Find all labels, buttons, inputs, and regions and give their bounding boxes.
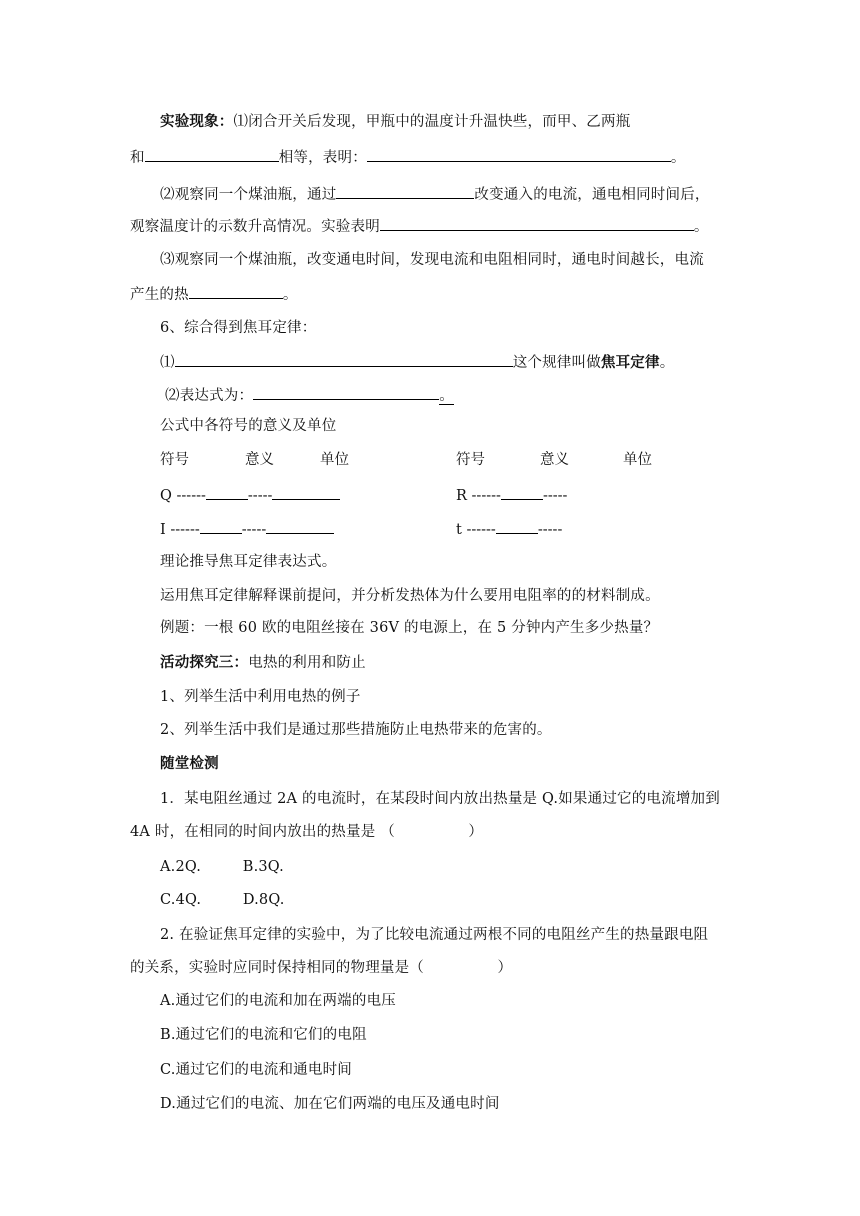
question-2-line-2: 的关系，实验时应同时保持相同的物理量是（ ） xyxy=(130,960,513,976)
fill-blank xyxy=(336,183,474,199)
header-symbol-right: 符号 xyxy=(456,452,485,468)
dash-leader: ----- xyxy=(542,488,568,504)
text-fragment: 产生的热 xyxy=(130,287,189,303)
symbol-letter: t xyxy=(456,522,462,538)
fill-blank xyxy=(175,351,513,367)
fill-blank xyxy=(501,484,543,500)
header-unit-right: 单位 xyxy=(623,452,652,468)
dash-leader: ------ xyxy=(471,488,501,504)
fill-blank xyxy=(253,384,439,400)
option-c: C.4Q. xyxy=(160,892,202,908)
text-fragment: ⑴ xyxy=(160,355,175,371)
option-d: D.8Q. xyxy=(242,892,285,908)
example-paragraph: 例题：一根 60 欧的电阻丝接在 36V 的电源上，在 5 分钟内产生多少热量？ xyxy=(160,620,659,636)
question-1-line-2: 4A 时，在相同的时间内放出的热量是 （ ） xyxy=(130,824,484,840)
fill-blank xyxy=(206,484,248,500)
observation-3-line-2 xyxy=(130,283,298,305)
header-meaning-left: 意义 xyxy=(245,452,274,468)
dash-leader: ------ xyxy=(170,522,200,538)
question-1-options-row-1 xyxy=(160,857,284,877)
dash-leader: ----- xyxy=(241,522,267,538)
text-fragment: 观察温度计的示数升高情况。实验表明 xyxy=(130,219,380,235)
text-fragment: 。 xyxy=(282,287,298,303)
text-fragment: 和 xyxy=(130,150,145,166)
text-fragment: 6、综合得到焦耳定律： xyxy=(160,320,317,336)
symbol-letter: R xyxy=(456,488,467,504)
section-6-title xyxy=(160,318,316,338)
question-2-option-d: D.通过它们的电流、加在它们两端的电压及通电时间 xyxy=(160,1096,500,1112)
fill-blank xyxy=(145,146,279,162)
text-fragment: 这个规律叫做 xyxy=(512,355,601,371)
observation-2-line-1 xyxy=(160,183,710,205)
fill-blank xyxy=(189,283,283,299)
observation-2-line-2 xyxy=(130,215,709,237)
question-1-line-1: 1．某电阻丝通过 2A 的电流时，在某段时间内放出热量是 Q.如果通过它的电流增加到 xyxy=(160,791,720,807)
text-fragment: 。 xyxy=(693,219,709,235)
phenomenon-text: ⑴闭合开关后发现，甲瓶中的温度计升温快些，而甲、乙两瓶 xyxy=(233,114,631,130)
dash-leader: ------ xyxy=(176,488,206,504)
fill-blank xyxy=(272,484,340,500)
text-fragment: 相等，表明： xyxy=(278,150,367,166)
activity-3-title xyxy=(160,653,366,673)
apply-paragraph: 运用焦耳定律解释课前提问，并分析发热体为什么要用电阻率的的材料制成。 xyxy=(160,588,660,604)
activity-3-item-1: 1、列举生活中利用电热的例子 xyxy=(160,689,361,705)
fill-blank xyxy=(266,518,334,534)
phenomenon-label: 实验现象： xyxy=(160,113,234,130)
question-1-options-row-2 xyxy=(160,890,285,910)
question-2-option-c: C.通过它们的电流和通电时间 xyxy=(160,1062,352,1078)
text-fragment: 。 xyxy=(659,355,675,371)
symbols-title xyxy=(160,416,336,436)
option-a: A.2Q. xyxy=(160,859,202,875)
symbol-letter: Q xyxy=(160,488,172,504)
text-fragment: ⑵观察同一个煤油瓶，通过 xyxy=(160,187,337,203)
question-2-line-1: 2. 在验证焦耳定律的实验中，为了比较电流通过两根不同的电阻丝产生的热量跟电阻 xyxy=(160,927,709,943)
section-6-line-2 xyxy=(165,384,454,406)
phenomenon-line-1 xyxy=(160,112,630,132)
option-b: B.3Q. xyxy=(242,859,284,875)
symbol-row-r xyxy=(456,484,567,506)
symbol-letter: I xyxy=(160,522,166,538)
dash-leader: ----- xyxy=(537,522,563,538)
text-fragment: 活动探究三： xyxy=(160,654,249,671)
fill-blank xyxy=(367,146,671,162)
derive-paragraph: 理论推导焦耳定律表达式。 xyxy=(160,554,337,570)
fill-blank xyxy=(380,215,694,231)
observation-3-line-1 xyxy=(160,250,704,270)
phenomenon-line-2 xyxy=(130,146,686,168)
header-meaning-right: 意义 xyxy=(540,452,569,468)
question-2-option-b: B.通过它们的电流和它们的电阻 xyxy=(160,1027,367,1043)
dash-leader: ------ xyxy=(466,522,496,538)
section-6-line-1 xyxy=(160,351,674,373)
header-unit-left: 单位 xyxy=(320,452,349,468)
symbol-row-q xyxy=(160,484,340,506)
text-fragment: 公式中各符号的意义及单位 xyxy=(160,418,337,434)
joule-law-term: 焦耳定律 xyxy=(600,354,660,371)
dash-leader: ----- xyxy=(247,488,273,504)
question-2-option-a: A.通过它们的电流和加在两端的电压 xyxy=(160,993,396,1009)
fill-blank xyxy=(496,518,538,534)
header-symbol-left: 符号 xyxy=(160,452,189,468)
text-fragment: 。 xyxy=(439,388,454,404)
quiz-title: 随堂检测 xyxy=(160,755,219,772)
text-fragment: ⑶观察同一个煤油瓶，改变通电时间，发现电流和电阻相同时，通电时间越长，电流 xyxy=(160,252,704,268)
text-fragment: 电热的利用和防止 xyxy=(248,655,366,671)
activity-3-item-2: 2、列举生活中我们是通过那些措施防止电热带来的危害的。 xyxy=(160,722,552,738)
text-fragment: 。 xyxy=(670,150,686,166)
text-fragment: ⑵表达式为： xyxy=(165,388,254,404)
symbol-row-t xyxy=(456,518,562,540)
text-fragment: 改变通入的电流，通电相同时间后， xyxy=(474,187,710,203)
symbol-row-i xyxy=(160,518,334,540)
fill-blank xyxy=(200,518,242,534)
